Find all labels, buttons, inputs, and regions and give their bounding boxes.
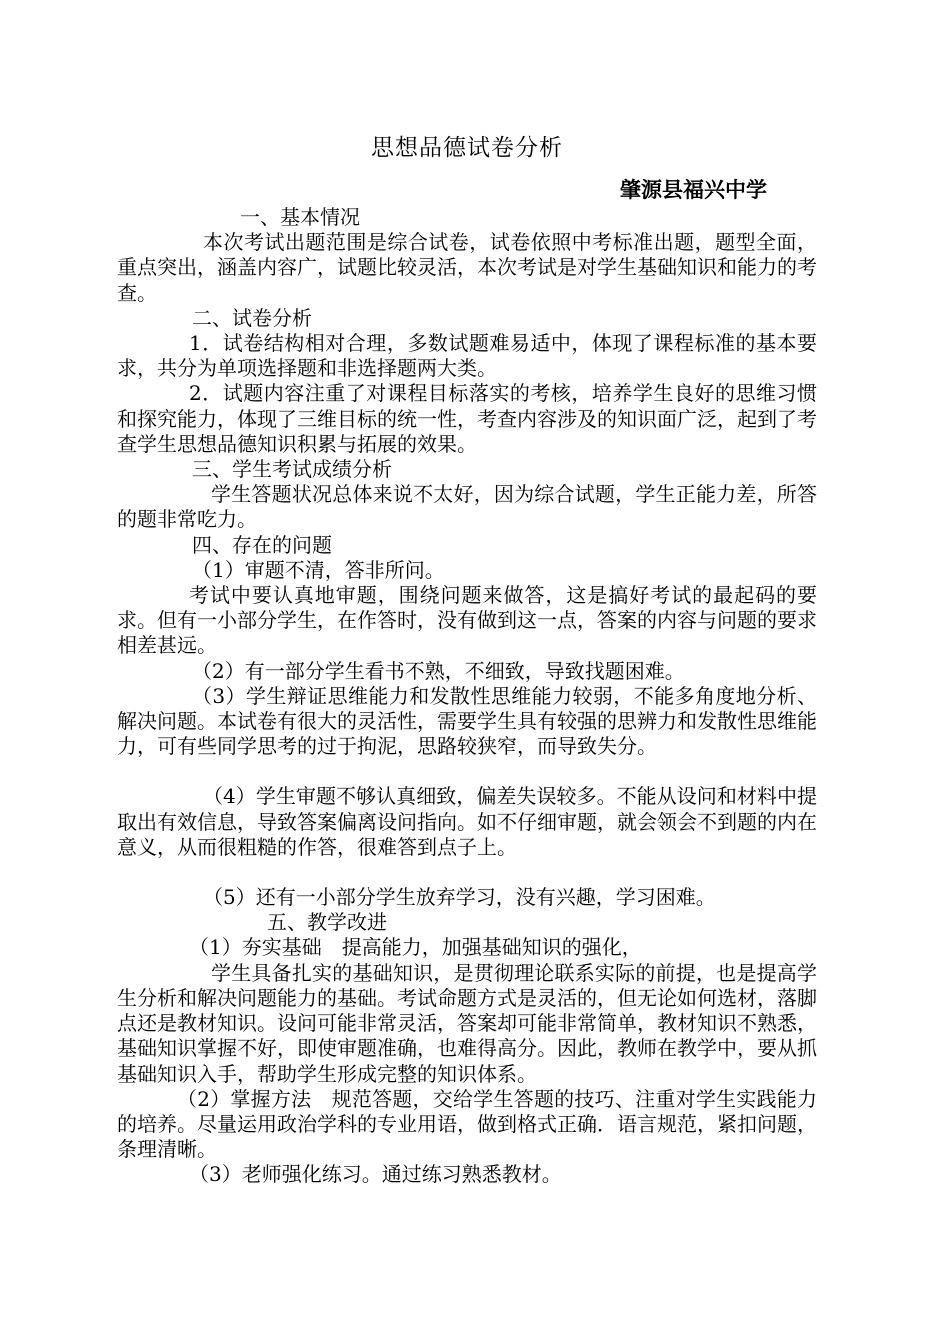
paragraph: 2．试题内容注重了对课程目标落实的考核，培养学生良好的思维习惯和探究能力，体现了三维目标的统一性，考查内容涉及的知识面广泛，起到了考查学生思想品德知识积累与拓展的效果。 (117, 381, 817, 456)
paragraph: 1．试卷结构相对合理，多数试题难易适中，体现了课程标准的基本要求，共分为单项选择题和非选择题两大类。 (117, 331, 817, 381)
section-heading: （1）审题不清，答非所问。 (192, 557, 445, 582)
section-heading: 一、基本情况 (240, 205, 360, 229)
section-heading: 二、试卷分析 (192, 305, 312, 330)
paragraph: （4）学生审题不够认真细致，偏差失误较多。不能从设问和材料中提取出有效信息，导致答案偏离设问指向。如不仔细审题，就会领会不到题的内在意义，从而很粗糙的作答，很难答到点子上。 (117, 784, 817, 859)
section-heading: （3）老师强化练习。通过练习熟悉教材。 (189, 1162, 562, 1187)
document-title: 思想品德试卷分析 (371, 135, 563, 161)
school-name: 肇源县福兴中学 (620, 177, 767, 202)
paragraph: 本次考试出题范围是综合试卷，试卷依照中考标准出题，题型全面，重点突出，涵盖内容广，试题比较灵活，本次考试是对学生基础知识和能力的考查。 (117, 230, 817, 305)
document-body (117, 205, 817, 1188)
section-heading: （2）有一部分学生看书不熟，不细致，导致找题困难。 (192, 658, 685, 683)
paragraph: （2）掌握方法 规范答题，交给学生答题的技巧、注重对学生实践能力的培养。尽量运用政治学科的专业用语，做到格式正确．语言规范，紧扣问题，条理清晰。 (117, 1086, 817, 1162)
blank-line (117, 759, 817, 784)
section-heading: 四、存在的问题 (192, 532, 332, 557)
paragraph: （3）学生辩证思维能力和发散性思维能力较弱，不能多角度地分析、解决问题。本试卷有很大的灵活性，需要学生具有较强的思辨力和发散性思维能力，可有些同学思考的过于拘泥，思路较狭窄，而导致失分。 (117, 683, 817, 759)
section-heading: （1）夯实基础 提高能力，加强基础知识的强化， (189, 935, 642, 960)
document-page (117, 133, 817, 1188)
section-heading: （5）还有一小部分学生放弃学习，没有兴趣，学习困难。 (203, 885, 716, 910)
paragraph: 学生具备扎实的基础知识，是贯彻理论联系实际的前提，也是提高学生分析和解决问题能力的基础。考试命题方式是灵活的，但无论如何选材，落脚点还是教材知识。设问可能非常灵活，答案却可能非常简单，教材知识不熟悉，基础知识掌握不好，即使审题准确，也难得高分。因此，教师在教学中，要从抓基础知识入手，帮助学生形成完整的知识体系。 (117, 960, 817, 1086)
paragraph: 考试中要认真地审题，围绕问题来做答，这是搞好考试的最起码的要求。但有一小部分学生，在作答时，没有做到这一点，答案的内容与问题的要求相差甚远。 (117, 583, 817, 658)
section-heading: 五、教学改进 (267, 910, 387, 935)
blank-line (117, 860, 817, 885)
paragraph: 学生答题状况总体来说不太好，因为综合试题，学生正能力差，所答的题非常吃力。 (117, 482, 817, 532)
section-heading: 三、学生考试成绩分析 (192, 457, 392, 482)
